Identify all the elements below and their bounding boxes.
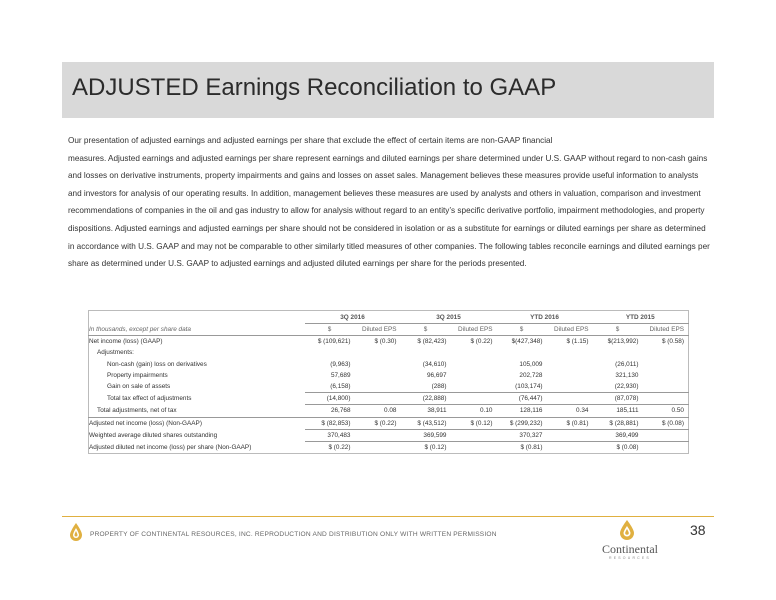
- cell: $ (0.22): [470, 338, 493, 346]
- cell: (34,610): [422, 360, 447, 368]
- intro-body: measures. Adjusted earnings and adjusted earnings per share represent earnings and diluted earnings per share determined under U.S. GAAP without regard to non-cash gains and losses on derivative instruments, property impairments and gains and losses on asset sales. Management believes these measures provide useful information to analysts and investors for analysis of our operating results. In addition, management believes these measures are used by analysts and others in valuation, comparison and investment recommendations of companies in the oil and gas industry to allow for analysis without regard to an entity’s specific derivative portfolio, impairment methodologies, and property dispositions. Adjusted earnings and adjusted earnings per share should not be considered in isolation or as a substitute for earnings or diluted earnings per share as determined in accordance with U.S. GAAP and may not be comparable to other similarly titled measures of other companies. The following tables reconcile earnings and diluted earnings per share as determined under U.S. GAAP to adjusted earnings and adjusted diluted earnings per share for the periods presented.: [68, 153, 710, 269]
- cell: 0.08: [355, 405, 401, 417]
- cell: (6,158): [330, 383, 351, 391]
- cell: 0.50: [643, 405, 689, 417]
- page-title: ADJUSTED Earnings Reconciliation to GAAP: [72, 74, 557, 101]
- cell: 321,130: [615, 371, 639, 379]
- cell: (9,963): [330, 360, 351, 368]
- intro-first-line: Our presentation of adjusted earnings and adjusted earnings per share that exclude the effect of certain items are non-GAAP financial: [68, 136, 553, 145]
- col-eps: Diluted EPS: [355, 324, 401, 336]
- cell: (22,888): [401, 393, 451, 405]
- footer-disclaimer: PROPERTY OF CONTINENTAL RESOURCES, INC. REPRODUCTION AND DISTRIBUTION ONLY WITH WRITTEN PERMISSION: [90, 531, 497, 538]
- cell: (87,078): [593, 393, 643, 405]
- cell: 96,697: [426, 371, 447, 379]
- row-label: Adjustments:: [97, 349, 134, 357]
- cell: $ (82,423): [417, 338, 447, 346]
- column-header-row: [89, 324, 689, 336]
- period-header: YTD 2015: [593, 311, 689, 324]
- page-number: 38: [690, 522, 706, 538]
- cell: $ (0.22): [374, 419, 397, 427]
- row-label: Adjusted diluted net income (loss) per share (Non-GAAP): [89, 443, 252, 451]
- table-row: [89, 429, 689, 441]
- units-label: In thousands, except per share data: [89, 324, 305, 336]
- row-label: Property impairments: [107, 371, 168, 379]
- table-row: [89, 347, 689, 358]
- cell: $ (82,853): [321, 419, 351, 427]
- cell: $ (0.30): [374, 338, 397, 346]
- intro-paragraph: [68, 132, 714, 273]
- footer-rule: [62, 516, 714, 517]
- cell: (288): [431, 383, 447, 391]
- table-row: [89, 417, 689, 429]
- reconciliation-table: [88, 310, 688, 454]
- cell: $ (0.12): [470, 419, 493, 427]
- cell: $ (299,232): [509, 419, 543, 427]
- col-eps: Diluted EPS: [547, 324, 593, 336]
- oil-drop-icon: [70, 523, 82, 541]
- row-label: Adjusted net income (loss) (Non-GAAP): [89, 419, 202, 427]
- table-row: [89, 405, 689, 417]
- row-label: Total tax effect of adjustments: [107, 395, 192, 403]
- cell: 128,116: [497, 405, 547, 417]
- cell: $(427,348): [511, 338, 543, 346]
- period-header: YTD 2016: [497, 311, 593, 324]
- cell: (22,930): [614, 383, 639, 391]
- row-label: Net income (loss) (GAAP): [89, 338, 163, 346]
- title-band: [62, 62, 714, 118]
- logo-subtext: RESOURCES: [609, 556, 651, 560]
- table-row: [89, 336, 689, 348]
- cell: (26,011): [615, 360, 639, 368]
- cell: $ (0.58): [661, 338, 684, 346]
- row-label: Gain on sale of assets: [107, 383, 171, 391]
- cell: (76,447): [497, 393, 547, 405]
- table-row: [89, 359, 689, 370]
- period-header: 3Q 2015: [401, 311, 497, 324]
- continental-logo-icon: [582, 520, 678, 560]
- cell: 0.34: [547, 405, 593, 417]
- cell: $ (0.12): [401, 441, 451, 453]
- col-dollar: $: [593, 324, 643, 336]
- cell: $ (43,512): [417, 419, 447, 427]
- cell: 369,499: [593, 429, 643, 441]
- cell: 202,728: [519, 371, 543, 379]
- cell: $ (0.08): [593, 441, 643, 453]
- cell: (103,174): [515, 383, 543, 391]
- table-row: [89, 393, 689, 405]
- cell: $ (109,621): [317, 338, 351, 346]
- col-dollar: $: [401, 324, 451, 336]
- cell: $ (28,881): [609, 419, 639, 427]
- col-eps: Diluted EPS: [643, 324, 689, 336]
- table-row: [89, 381, 689, 393]
- row-label: Weighted average diluted shares outstanding: [89, 431, 218, 439]
- oil-drop-icon: [620, 520, 634, 540]
- period-header-row: [89, 311, 689, 324]
- table-row: [89, 370, 689, 381]
- logo-wordmark: Continental: [602, 542, 658, 556]
- cell: 0.10: [451, 405, 497, 417]
- row-label: Non-cash (gain) loss on derivatives: [107, 360, 207, 368]
- cell: $ (1.15): [566, 338, 589, 346]
- col-dollar: $: [497, 324, 547, 336]
- row-label: Total adjustments, net of tax: [89, 405, 305, 417]
- cell: 370,327: [497, 429, 547, 441]
- cell: $ (0.08): [661, 419, 684, 427]
- cell: $(213,992): [607, 338, 639, 346]
- cell: $ (0.81): [566, 419, 589, 427]
- cell: 38,911: [401, 405, 451, 417]
- cell: 185,111: [593, 405, 643, 417]
- cell: 105,009: [519, 360, 543, 368]
- cell: 369,599: [401, 429, 451, 441]
- cell: 26,768: [305, 405, 355, 417]
- col-eps: Diluted EPS: [451, 324, 497, 336]
- cell: 57,689: [330, 371, 351, 379]
- cell: $ (0.22): [305, 441, 355, 453]
- cell: $ (0.81): [497, 441, 547, 453]
- cell: 370,483: [305, 429, 355, 441]
- col-dollar: $: [305, 324, 355, 336]
- cell: (14,800): [305, 393, 355, 405]
- table-row: [89, 441, 689, 453]
- period-header: 3Q 2016: [305, 311, 401, 324]
